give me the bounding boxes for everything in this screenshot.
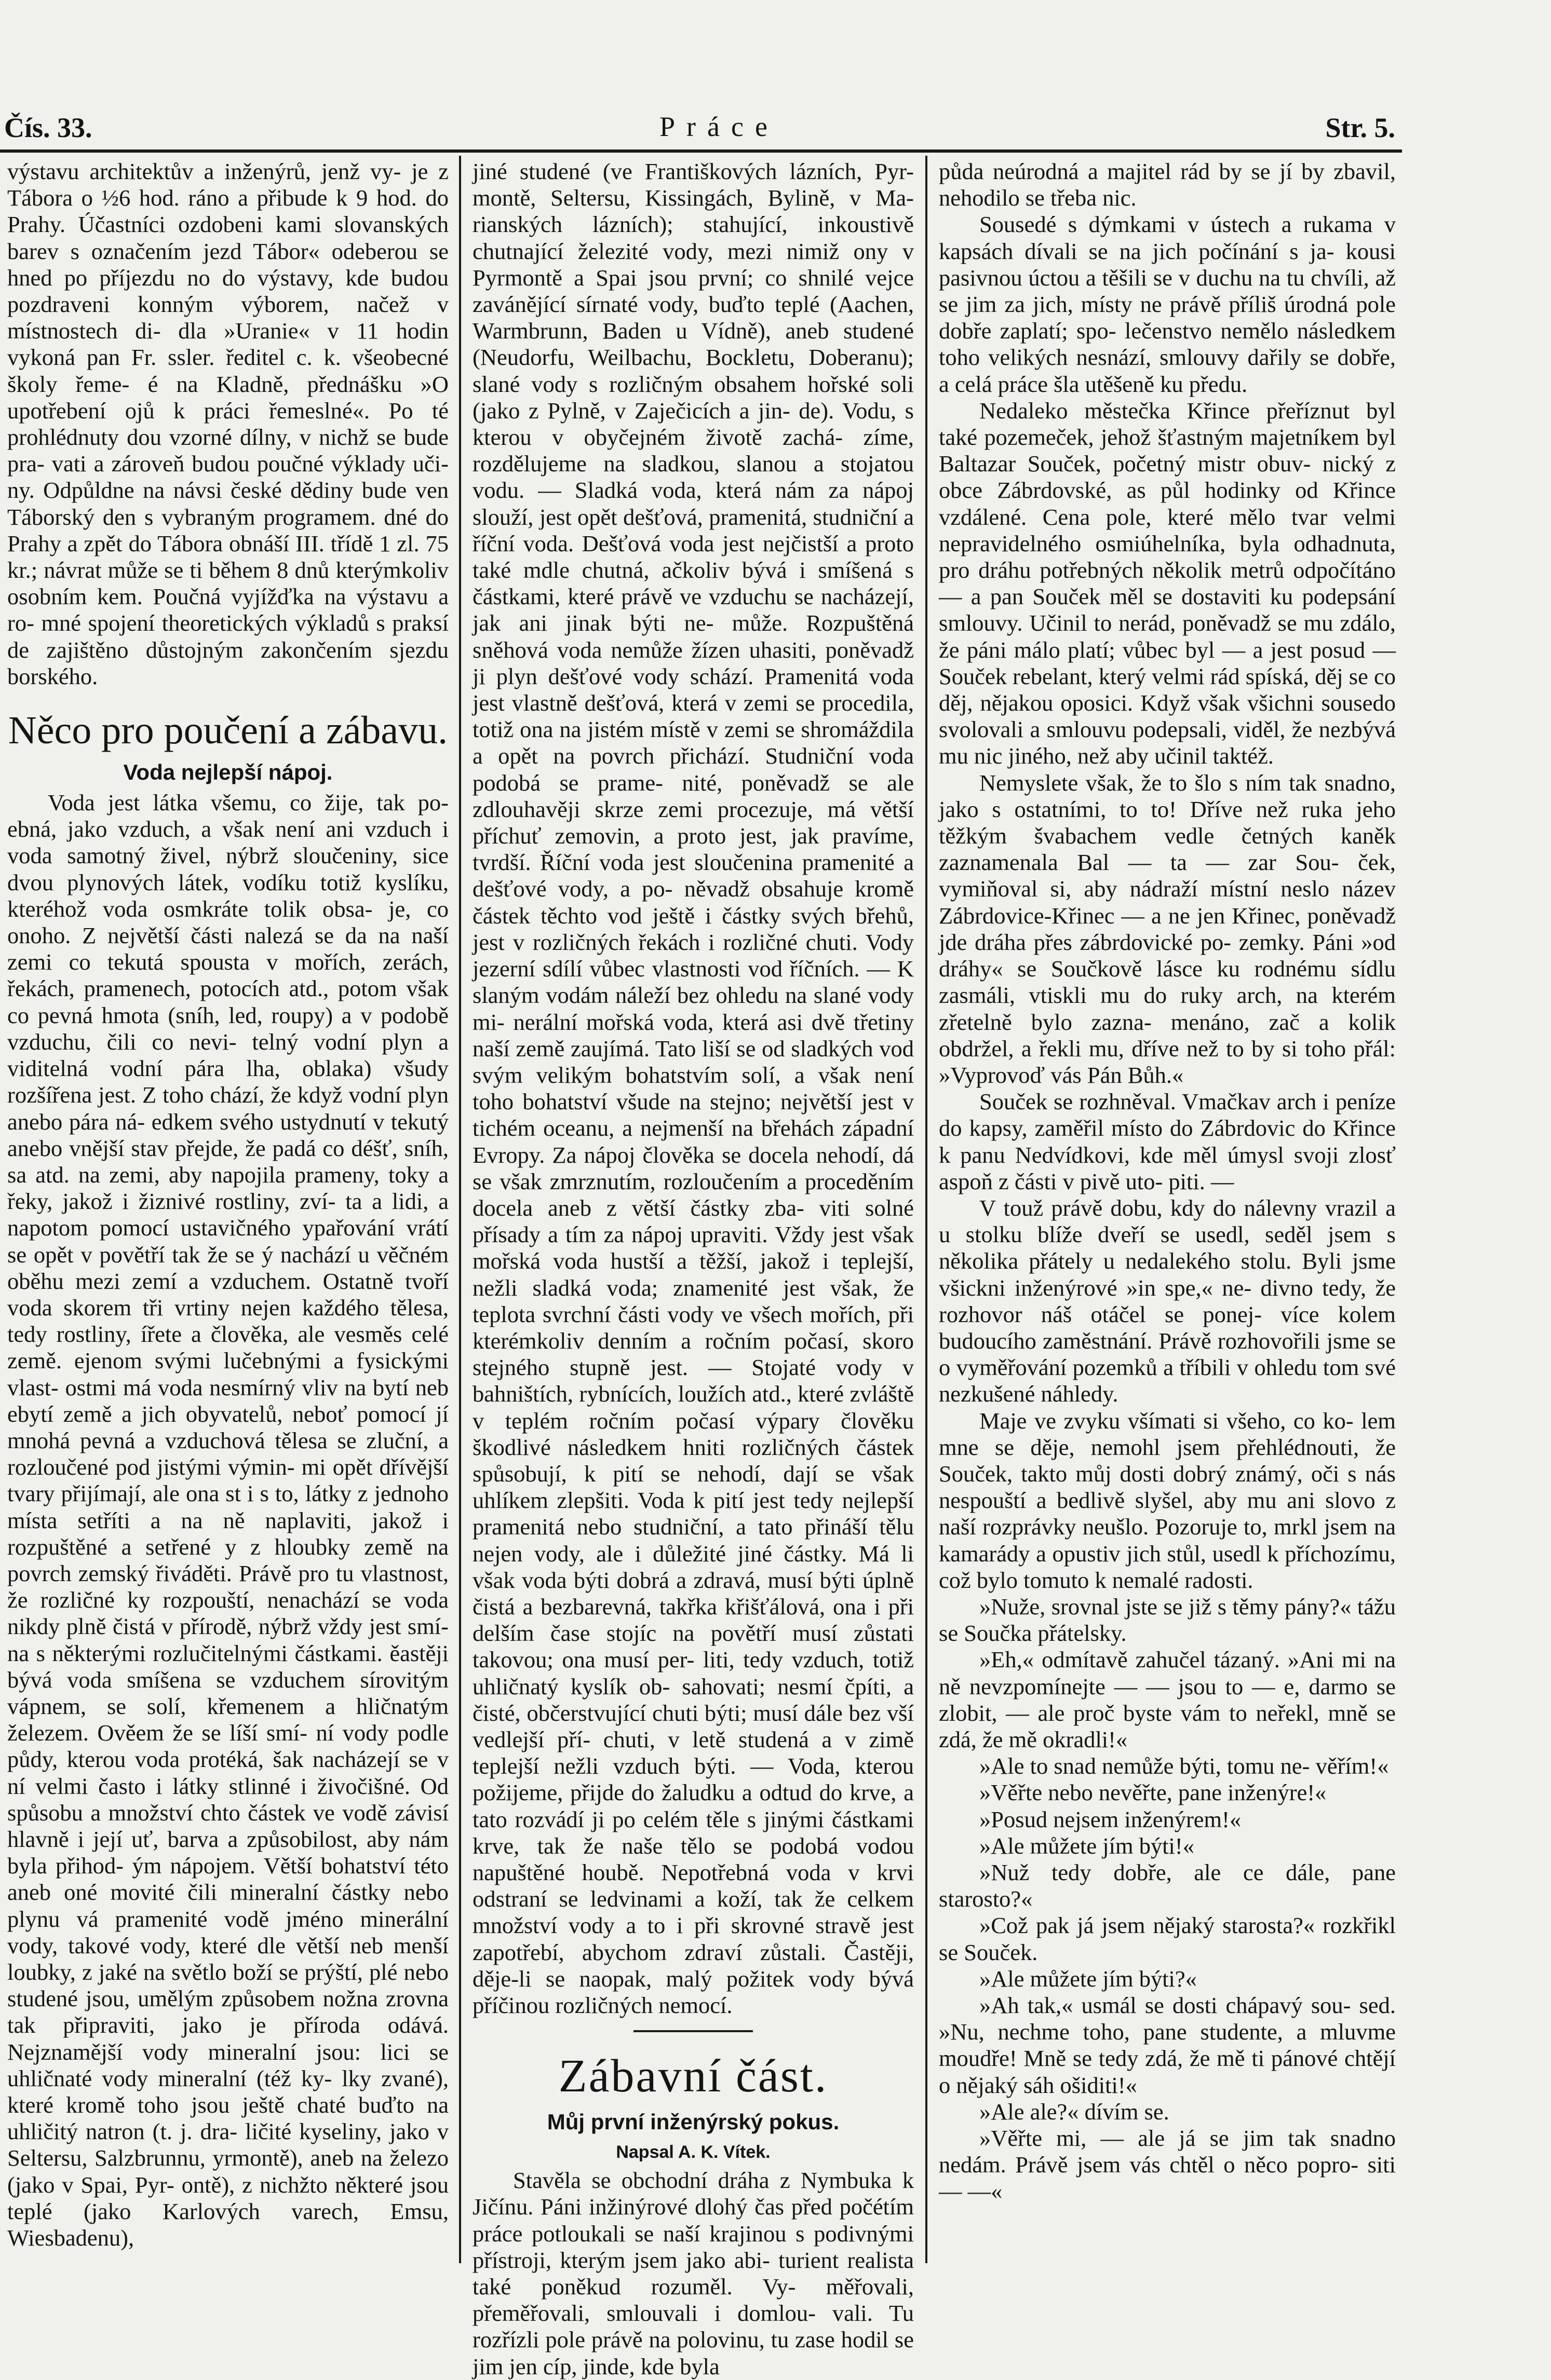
header-rule bbox=[0, 149, 1402, 153]
story-paragraph: Maje ve zvyku všímati si všeho, co ko- lem mne se děje, nemohl jsem přehlédnouti, že Souček, takto můj dosti dobrý známý, oči s nás nespouští a bedlivě slyšel, aby mu ani slovo z naší rozprávky neušlo. Pozoruje to, mrkl jsem na kamarády a opustiv jich stůl, usedl k příchozímu, což bylo tomuto k nemalé radosti. bbox=[939, 1407, 1396, 1593]
dialogue-line: »Ah tak,« usmál se dosti chápavý sou- sed. »Nu, nechme toho, pane studente, a mluvme moudře! Mně se tedy zdá, že mě ti pánové chtějí o nějaký sáh ošiditi!« bbox=[939, 1992, 1396, 2098]
article-paragraph: Voda jest látka všemu, co žije, tak po- ebná, jako vzduch, a však není ani vzduch i voda samotný živel, nýbrž sloučeniny, sice dvou plynových látek, vodíku totiž kyslíku, kteréhož voda osmkráte tolik obsa- je, co onoho. Z největší části nalezá se da na naší zemi co tekutá spousta v mořích, zerách, řekách, pramenech, potocích atd., potom však co pevná hmota (sníh, led, roupy) a v podobě vzduchu, čili co nevi- telný vodní plyn a viditelná vodní pára lha, oblaka) všudy rozšířena jest. Z toho chází, že když vodní plyn anebo pára ná- edkem svého ustydnutí v tekutý anebo vnější stav přejde, že padá co déšť, sníh, sa atd. na zemi, aby napojila prameny, toky a řeky, jakož i žiznivé rostliny, zví- ta a lidi, a napotom pomocí ustavičného ypařování vrátí se opět v povětří tak že se ý nachází u věčném oběhu mezi zemí a vzduchem. Ostatně tvoří voda skorem tři vrtiny nejen každého tělesa, tedy rostliny, ířete a člověka, ale vesměs celé země. ejenom svými lučebnými a fysickými vlast- ostmi má voda nesmírný vliv na bytí neb ebytí země a jich obyvatelů, neboť pomocí jí mnohá pevná a vzduchová tělesa se zluční, a rozloučené pod jistými výmin- mi opět dřívější tvary přijímají, ale ona st i s to, látky z jednoho místa setříti a na ně naplaviti, jakož i rozpuštěné a setřené y z hloubky země na povrch zemský řiváděti. Právě pro tu vlastnost, že rozličné ky rozpouští, nenachází se voda nikdy plně čistá v přírodě, nýbrž vždy jest smí- na s některými rozlučitelnými částkami. ěastěji bývá voda smíšena se vzduchem sírovitým vápnem, se solí, křemenem a hličnatým železem. Ověem že se líší smí- ní vody podle půdy, kterou voda protéká, šak nacházejí se v ní velmi často i látky stlinné i živočišné. Od spůsobu a množství chto částek ve vodě závisí hlavně i její uť, barva a způsobilost, aby nám byla přihod- ým nápojem. Větší bohatství této aneb oné movité čili mineralní částky nebo plynu vá pramenité vodě jméno minerální vody, takové vody, které dle větší neb menší loubky, z jaké na světlo boží se prýští, plé nebo studené jsou, umělým způsobem nožna zrovna tak připraviti, jako je příroda odává. Nejznamější vody mineralní jsou: lici se uhličnaté vody mineralní (též ky- lky zvané), které kromě toho jsou ještě chaté buďto na uhličitý natron (t. j. dra- ličité kyseliny, jako v Seltersu, Salzbrunnu, yrmontě), aneb na železo (jako v Spai, Pyr- ontě), z nichžto některé jsou teplé (jako Karlových varech, Emsu, Wiesbadenu), bbox=[7, 790, 449, 2251]
section-title-entertainment: Zábavní část. bbox=[558, 2050, 828, 2102]
article-title-water: Voda nejlepší nápoj. bbox=[123, 760, 333, 785]
dialogue-line: »Věřte nebo nevěřte, pane inženýre!« bbox=[979, 1779, 1327, 1806]
dialogue-line: »Posud nejsem inženýrem!« bbox=[979, 1806, 1242, 1832]
section-title-learning: Něco pro poučení a zábavu. bbox=[8, 709, 448, 753]
article-author: Napsal A. K. Vítek. bbox=[616, 2142, 771, 2163]
newspaper-title: Práce bbox=[659, 111, 779, 142]
issue-number: Čís. 33. bbox=[4, 112, 92, 143]
dialogue-line: »Ale můžete jím býti!« bbox=[979, 1832, 1194, 1859]
page-number: Str. 5. bbox=[1325, 112, 1395, 143]
section-separator bbox=[633, 2030, 753, 2032]
story-paragraph: Nedaleko městečka Křince přeříznut byl také pozemeček, jehož šťastným majetníkem byl Baltazar Souček, početný mistr obuv- nický z obce Zábrdovské, as půl hodinky od Křince vzdálené. Cena pole, které mělo tvar velmi nepravidelného osmiúhelníka, byla odhadnuta, pro dráhu potřebných několik metrů odpočítáno — a pan Souček měl se dostaviti ku podepsání smlouvy. Učinil to nerád, poněvadž se mu zdálo, že páni málo platí; vůbec byl — a jest posud — Souček rebelant, který velmi rád spíská, děj se co děj, nějakou oposici. Když však všichni sousedo svolovali a smlouvu podepsali, viděl, že nezbývá mu nic jiného, než aby učinil taktéž. bbox=[939, 397, 1396, 769]
story-paragraph: Souček se rozhněval. Vmačkav arch i peníze do kapsy, zaměřil místo do Zábrdovic do Křince k panu Nedvídkovi, kde měl úmysl svoji zlosť aspoň z části v pivě uto- piti. — bbox=[939, 1089, 1396, 1194]
column-divider-1 bbox=[459, 156, 461, 2263]
column-2 bbox=[473, 158, 914, 2379]
dialogue-line: »Nuže, srovnal jste se již s těmy pány?« tážu se Součka přátelsky. bbox=[939, 1593, 1396, 1647]
article-title-first-attempt: Můj první inženýrský pokus. bbox=[547, 2110, 840, 2134]
story-paragraph: Sousedé s dýmkami v ústech a rukama v kapsách dívali se na jich počínání s ja- kousi pasivnou úctou a těšili se v duchu na tu chvíli, až se jim za jich, místy ne právě příliš úrodná pole dobře zaplatí; spo- lečenstvo nemělo následkem toho velikých nesnází, smlouvy dařily se dobře, a celá práce šla utěšeně ku předu. bbox=[939, 211, 1396, 397]
dialogue-line: »Ale ale?« dívím se. bbox=[979, 2098, 1169, 2125]
dialogue-line: »Nuž tedy dobře, ale ce dále, pane starosto?« bbox=[939, 1859, 1396, 1912]
story-paragraph: Nemyslete však, že to šlo s ním tak snadno, jako s ostatními, to to! Dříve než ruka jeho těžkým švabachem vedle četných kaněk zaznamenala Bal — ta — zar Sou- ček, vymiňoval si, aby nádraží místní neslo název Zábrdovice-Křinec — a ne jen Křinec, poněvadž jde dráha přes zábrdovické po- zemky. Páni »od dráhy« se Součkově lásce ku rodnému sídlu zasmáli, vtiskli mu do ruky arch, na kterém zřetelně bylo zazna- menáno, zač a kolik obdržel, a řekli mu, dříve než to by si toho přál: »Vyprovoď vás Pán Bůh.« bbox=[939, 769, 1396, 1088]
dialogue-line: »Ale můžete jím býti?« bbox=[979, 1965, 1197, 1992]
dialogue-line: »Věřte mi, — ale já se jim tak snadno nedám. Právě jsem vás chtěl o něco popro- siti — —« bbox=[939, 2125, 1396, 2205]
dialogue-line: »Eh,« odmítavě zahučel tázaný. »Ani mi na ně nevzpomínejte — — jsou to — e, darmo se zlobit, — ale proč byste vám to neřekl, mně se zdá, že mě okradli!« bbox=[939, 1647, 1396, 1752]
article-paragraph: jiné studené (ve Františkových lázních, Pyr- montě, Seltersu, Kissingách, Bylině, v Ma- rianských lázních); stahující, inkoustivě chutnající železité vody, mezi nimiž ony v Pyrmontě a Spai jsou první; co shnilé vejce zavánějící sírnaté vody, buďto teplé (Aachen, Warmbrunn, Baden u Vídně), aneb studené (Neudorfu, Weilbachu, Bockletu, Doberanu); slané vody s rozličným obsahem hořské soli (jako z Pylně, v Zaječicích a jin- de). Vodu, s kterou v obyčejném životě zachá- zíme, rozdělujeme na sladkou, slanou a stojatou vodu. — Sladká voda, která nám za nápoj slouží, jest opět dešťová, pramenitá, studniční a říční voda. Dešťová voda jest nejčistší a proto také mdle chutná, ačkoliv bývá i smíšená s částkami, které právě ve vzduchu se nacházejí, jak ani jinak býti ne- může. Rozpuštěná sněhová voda nemůže žízen uhasiti, poněvadž ji plyn dešťové vody schází. Pramenitá voda jest vlastně dešťová, která v zemi se procedila, totiž ona na jistém místě v zemi se shromáždila a opět na povrch přichází. Studniční voda podobá se prame- nité, poněvadž se ale zdlouhavěji skrze zemi procezuje, má větší příchuť zemovin, a proto jest, jak pravíme, tvrdší. Říční voda jest sloučenina pramenité a dešťové vody, a po- něvadž obsahuje kromě částek těchto vod ještě i částky svých břehů, jest v rozličných řekách i rozličné chuti. Vody jezerní sdílí vůbec vlastnosti vod říčních. — K slaným vodám náleží bez ohledu na slané vody mi- nerální mořská voda, která asi dvě třetiny naší země zaujímá. Tato liší se od sladkých vod svým velikým bohatstvím solí, a však není toho bohatství všude na stejno; největší jest v tichém oceanu, a nejmenší na břehách západní Evropy. Za nápoj člověka se docela nehodí, dá se však zmrznutím, rozloučením a proceděním docela aneb z větší částky zba- viti solné přísady a tím za nápoj upraviti. Vždy jest však mořská voda hustší a těžší, jakož i teplejší, nežli sladká voda; znamenité jest však, že teplota svrchní části vody ve všech mořích, při kterémkoliv denním a ročním počasí, skoro stejného stupně jest. — Stojaté vody v bahništích, rybnících, loužích atd., které zvláště v teplém ročním počasí výpary člověku škodlivé následkem hniti rozličných částek spůsobují, k pití se nehodí, dají se však uhlíkem zlepšiti. Voda k pití jest tedy nejlepší pramenitá nebo studniční, a tato přináší tělu nejen vody, ale i důležité jiné částky. Má li však voda býti dobrá a zdravá, musí býti úplně čistá a bezbarevná, takřka křišťálová, ona i při delším čase stojíc na povětří musí zůstati takovou; ona musí per- liti, tedy vzduch, totiž uhličnatý kyslík ob- sahovati; nesmí čpíti, a čisté, občerstvující chuti býti; musí dále bez vší vedlejší pří- chuti, v letě studená a v zimě teplejší nežli vzduch býti. — Voda, kterou požijeme, přijde do žaludku a odtud do krve, a tato rozvádí ji po celém těle s jinými částkami krve, tak že naše tělo se podobá vodou napuštěné houbě. Nepotřebná voda v krvi odstraní se ledvinami a koží, tak že celkem množství vody a to i při skrovné stravě jest zapotřebí, abychom zdraví zůstali. Častěji, děje-li se naopak, malý požitek vody bývá příčinou rozličných nemocí. bbox=[473, 158, 914, 2019]
story-paragraph: půda neúrodná a majitel rád by se jí by zbavil, nehodilo se třeba nic. bbox=[939, 158, 1396, 211]
column-1 bbox=[7, 158, 449, 2251]
event-paragraph: výstavu architektův a inženýrů, jenž vy- je z Tábora o ½6 hod. ráno a přibude k 9 hod. do Prahy. Účastníci ozdobeni kami slovanských barev s označením jezd Tábor« odeberou se hned po příjezdu no do výstavy, kde budou pozdraveni konným výborem, načež v místnostech di- dla »Uranie« v 11 hodin vykoná pan Fr. ssler. ředitel c. k. všeobecné školy řeme- é na Kladně, přednášku »O upotřebení ojů k práci řemeslné«. Po té prohlédnuty dou vzorné dílny, v nichž se bude pra- vati a zároveň budou poučné výklady uči- ny. Odpůldne na návsi české dědiny bude ven Táborský den s vybraným programem. dné do Prahy a zpět do Tábora obnáší III. třídě 1 zl. 75 kr.; návrat může se ti během 8 dnů kterýmkoliv osobním kem. Poučná vyjížďka na výstavu a ro- mné spojení theoretických výkladů s praksí de zajištěno důstojným zakončením sjezdu borského. bbox=[7, 158, 449, 689]
story-paragraph: V touž právě dobu, kdy do nálevny vrazil a u stolku blíže dveří se usedl, seděl jsem s několika přátely u nedalekého stolu. Byli jsme všickni inženýrové »in spe,« ne- divno tedy, že rozhovor náš otáčel se ponej- více kolem budoucího zaměstnání. Právě rozhovořili jsme se o vyměřování pozemků a tříbili v ohledu tom své nezkušené náhledy. bbox=[939, 1194, 1396, 1407]
dialogue-line: »Což pak já jsem nějaký starosta?« rozkřikl se Souček. bbox=[939, 1912, 1396, 1965]
column-3 bbox=[939, 158, 1396, 2245]
dialogue-line: »Ale to snad nemůže býti, tomu ne- věřím!« bbox=[979, 1753, 1389, 1779]
story-paragraph: Stavěla se obchodní dráha z Nymbuka k Jičínu. Páni inžinýrové dlohý čas před počétím práce potloukali se naší krajinou s podivnými přístroji, kterým jsem jako abi- turient realista také poněkud rozuměl. Vy- měřovali, přeměřovali, smlouvali i domlou- vali. Tu rozřízli pole právě na polovinu, tu zase hodil se jim jen cíp, jinde, kde byla bbox=[473, 2167, 914, 2379]
column-divider-2 bbox=[925, 156, 927, 2263]
page-header bbox=[0, 101, 1551, 148]
